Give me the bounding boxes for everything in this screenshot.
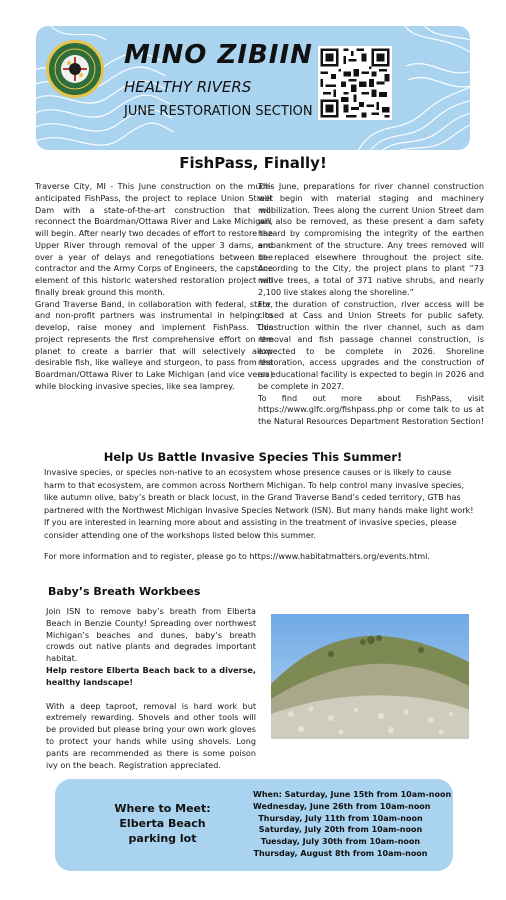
workbee-paragraph: Join ISN to remove baby’s breath from Elberta Beach in Benzie County! Spreading over northwest Michigan’s beaches and dunes, baby’s breath crowds out native plants and degrades important habitat.: [46, 606, 256, 664]
meeting-location-line: parking lot: [128, 832, 197, 845]
workbee-paragraph: With a deep taproot, removal is hard work but extremely rewarding. Shovels and other tools will be provided but please bring your own work gloves to protect your hands while using shovels. Long pants are recommended as there is some poison ivy on the beach. Registration appreciated.: [46, 700, 256, 770]
header-banner: [36, 26, 470, 150]
article-column-left: [35, 181, 273, 393]
meeting-dates: [253, 789, 452, 860]
dune-photo: [271, 614, 469, 739]
invasive-body: Invasive species, or species non-native to an ecosystem whose presence causes or is likely to cause harm to that ecosystem, are common across Northern Michigan. To help control many invasive species, like autumn olive, baby’s breath or black locust, in the Grand Traverse Band’s ceded territory, GTB has partnered with the Northwest Michigan Invasive Species Network (ISN). But many hands make light work! If you are interested in learning more about and assisting in the treatment of invasive species, please consider attending one of the workshops listed below this summer.: [44, 467, 474, 540]
article-paragraph: Traverse City, MI - This June construction on the much-anticipated FishPass, the project to replace Union Street Dam with a state-of-the-art construction that will reconnect the Boardman/Ottawa River and Lake Michigan, will begin. After nearly two decades of effort to restore the Upper River through removal of the upper 3 dams, and over a year of delays and renegotiations between the contractor and the Army Corps of Engineers, the capstone element of this historic watershed restoration project will finally break ground this month.: [35, 181, 273, 297]
article-paragraph: This June, preparations for river channel construction will begin with material staging and machinery mobilization. Trees along the current Union Street dam will also be removed, as these present a dam safety hazard by compromising the integrity of the earthen embankment of the structure. Any trees removed will be replaced elsewhere throughout the project site. According to the City, the project plans to plant “73 native trees, a total of 371 native shrubs, and nearly 2,100 live stakes along the shoreline.”: [258, 181, 484, 297]
workbee-title: Baby’s Breath Workbees: [48, 585, 201, 598]
meeting-date: Tuesday, July 30th from 10am-noon: [260, 837, 421, 847]
meeting-location-line: Where to Meet:: [114, 802, 211, 815]
meeting-info-box: [55, 779, 453, 871]
invasive-section-title: Help Us Battle Invasive Species This Summer!: [103, 450, 403, 464]
seal-ring-icon: [49, 43, 101, 95]
banner-section: JUNE RESTORATION SECTION: [124, 104, 313, 119]
article-paragraph: To find out more about FishPass, visit https://www.glfc.org/fishpass.php or come talk to us at the Natural Resources Department Restoration Section!: [258, 392, 484, 426]
meeting-date: Thursday, August 8th from 10am-noon: [253, 848, 428, 858]
qr-code[interactable]: [318, 46, 392, 120]
meeting-location: [95, 801, 230, 846]
meeting-date: Wednesday, June 26th from 10am-noon: [253, 801, 431, 811]
meeting-location-line: Elberta Beach: [119, 817, 206, 830]
banner-title: MINO ZIBIIN: [124, 40, 313, 70]
article-paragraph: Grand Traverse Band, in collaboration with federal, state, and non-profit partners was instrumental in helping to develop, raise money and implement FishPass. This project represents the first comprehensive effort on the planet to create a barrier that will selectively allow desirable fish, like walleye and sturgeon, to pass from the Boardman/Ottawa River to Lake Michigan (and vice versa) while blocking invasive species, like sea lamprey.: [35, 298, 273, 391]
meeting-date: Saturday, July 20th from 10am-noon: [258, 825, 423, 835]
article-title: FishPass, Finally!: [179, 154, 327, 172]
tribal-seal-logo: [46, 40, 104, 98]
article-paragraph: For the duration of construction, river access will be closed at Cass and Union Streets for public safety. Construction within the river channel, such as dam removal and fish passage channel construction, is expected to be complete in 2026. Shoreline restoration, access upgrades and the construction of an educational facility is expected to begin in 2026 and be complete in 2027.: [258, 298, 484, 391]
register-link-text[interactable]: For more information and to register, please go to https://www.habitatmatters.org/events.html.: [44, 551, 430, 561]
meeting-date: When: Saturday, June 15th from 10am-noon: [253, 790, 452, 799]
workbee-callout: Help restore Elberta Beach back to a diverse, healthy landscape!: [46, 664, 256, 687]
workbee-column: [46, 606, 256, 771]
banner-subtitle: HEALTHY RIVERS: [124, 78, 252, 96]
meeting-date: Thursday, July 11th from 10am-noon: [258, 813, 423, 823]
article-column-right: [258, 181, 484, 428]
